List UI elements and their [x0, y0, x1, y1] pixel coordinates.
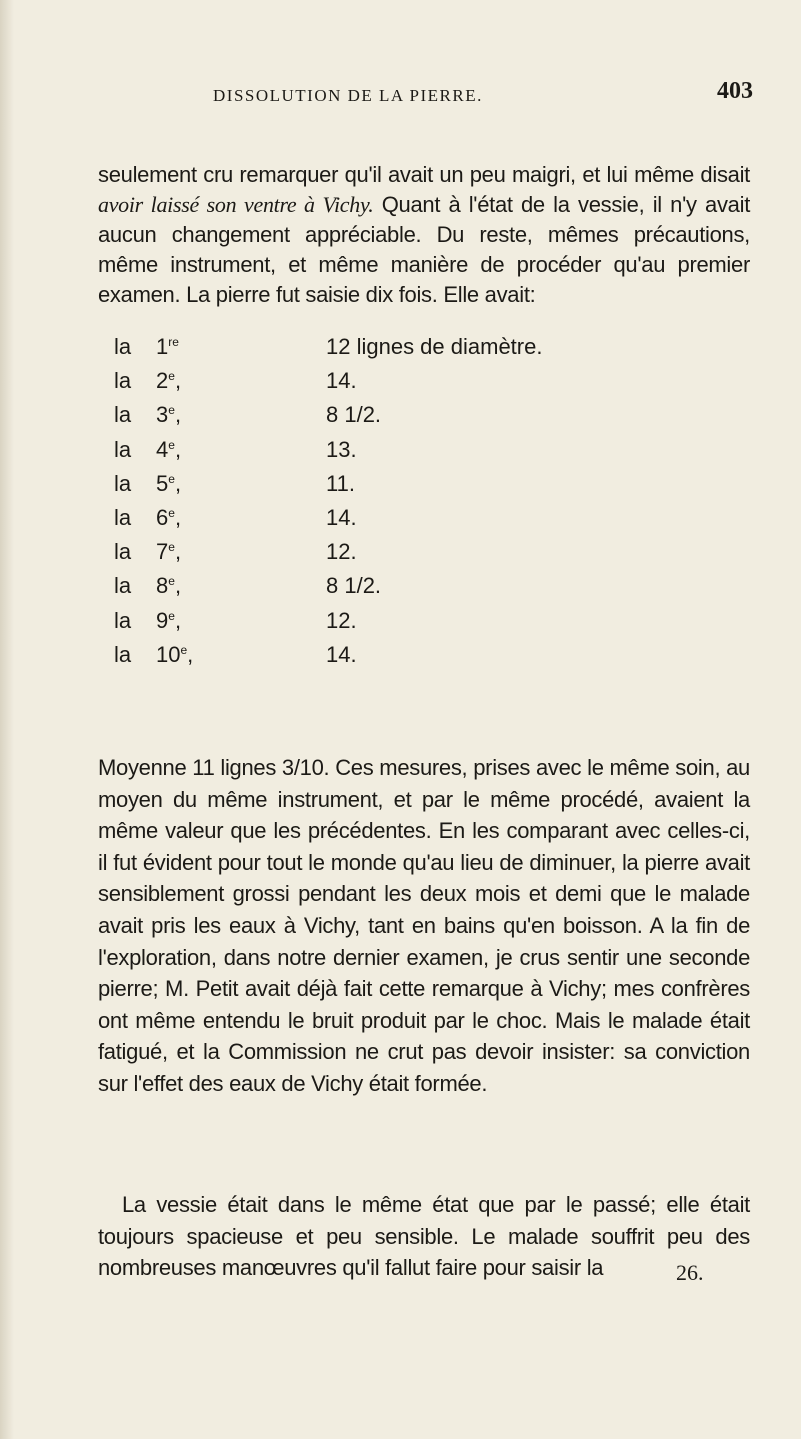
measurement-value: 12.: [326, 607, 357, 633]
measurement-ordinal: [156, 437, 181, 463]
ordinal-comma: ,: [174, 436, 182, 462]
ordinal-number: 3: [156, 402, 169, 428]
ordinal-suffix: e: [180, 642, 188, 657]
measurement-article: la: [114, 641, 132, 667]
measurement-article: la: [114, 334, 132, 359]
ordinal-number: 1: [156, 334, 169, 359]
ordinal-suffix: e: [168, 403, 175, 418]
ordinal-suffix: e: [168, 471, 175, 486]
measurement-ordinal: [156, 573, 181, 599]
ordinal-suffix: e: [168, 540, 175, 555]
measurement-ordinal: [156, 334, 179, 360]
paragraph-intro: [98, 160, 750, 310]
measurement-value: 8 1/2.: [326, 573, 382, 599]
measurement-row: [114, 573, 754, 607]
measurement-ordinal: [156, 368, 181, 394]
measurement-value: 14.: [326, 641, 357, 667]
measurement-value: 12 lignes de diamètre.: [326, 334, 543, 359]
measurement-table: [114, 334, 754, 676]
running-head: [0, 78, 801, 116]
measurement-ordinal: [156, 642, 193, 668]
measurement-article: la: [114, 436, 132, 462]
ordinal-comma: ,: [174, 470, 182, 496]
ordinal-suffix: re: [168, 335, 179, 349]
measurement-row: [114, 642, 754, 676]
ordinal-suffix: e: [168, 505, 175, 520]
measurement-ordinal: [156, 608, 181, 634]
paragraph-vessie: La vessie était dans le même état que par le passé; elle était toujours spacieuse et peu sensible. Le malade souffrit peu des nombreuses manœuvres qu'il fallut faire pour saisir la: [98, 1192, 750, 1281]
measurement-value: 13.: [326, 436, 357, 462]
ordinal-comma: ,: [174, 402, 182, 428]
measurement-row: [114, 402, 754, 436]
measurement-article: la: [114, 504, 132, 530]
ordinal-number: 9: [156, 607, 169, 633]
ordinal-comma: ,: [174, 573, 182, 599]
measurement-article: la: [114, 402, 132, 428]
ordinal-comma: ,: [187, 641, 194, 667]
measurement-row: [114, 471, 754, 505]
measurement-value: 12.: [326, 539, 357, 565]
measurement-value: 11.: [326, 470, 355, 496]
ordinal-suffix: e: [168, 574, 175, 589]
paragraph-moyenne: Moyenne 11 lignes 3/10. Ces mesures, prises avec le même soin, au moyen du même instrument, et par le même procédé, avaient la même valeur que les précédentes. En les comparant avec celles-ci, il fut évident pour tout le monde qu'au lieu de diminuer, la pierre avait sensiblement grossi pendant les deux mois et demi que le malade avait pris les eaux à Vichy, tant en bains qu'en boisson. A la fin de l'exploration, dans notre dernier examen, je crus sentir une seconde pierre; M. Petit avait déjà fait cette remarque à Vichy; mes confrères ont même entendu le bruit produit par le choc. Mais le malade était fatigué, et la Commission ne crut pas devoir insister: sa conviction sur l'effet des eaux de Vichy était formée.: [98, 755, 750, 1096]
ordinal-number: 4: [156, 436, 169, 462]
measurement-ordinal: [156, 539, 181, 565]
page-number: 403: [717, 78, 753, 104]
page-gutter-shadow: [0, 0, 14, 1439]
measurement-article: la: [114, 368, 132, 394]
measurement-row: [114, 368, 754, 402]
measurement-ordinal: [156, 471, 181, 497]
ordinal-number: 10: [156, 641, 181, 667]
measurement-value: 14.: [326, 504, 357, 530]
ordinal-number: 5: [156, 470, 169, 496]
measurement-row: [114, 608, 754, 642]
measurement-row: [114, 334, 754, 368]
measurement-row: [114, 437, 754, 471]
measurement-value: 8 1/2.: [326, 402, 382, 428]
measurement-article: la: [114, 539, 132, 565]
paragraph-intro-italic: avoir laissé son ventre à Vichy.: [98, 192, 374, 217]
ordinal-number: 8: [156, 573, 169, 599]
measurement-value: 14.: [326, 368, 357, 394]
ordinal-suffix: e: [168, 608, 175, 623]
running-title: DISSOLUTION DE LA PIERRE.: [213, 86, 483, 105]
ordinal-number: 2: [156, 368, 169, 394]
measurement-article: la: [114, 607, 132, 633]
ordinal-number: 7: [156, 539, 169, 565]
ordinal-number: 6: [156, 504, 169, 530]
ordinal-comma: ,: [174, 368, 182, 394]
measurement-row: [114, 505, 754, 539]
paragraph-intro-part1: seulement cru remarquer qu'il avait un peu maigri, et lui même disait: [98, 162, 750, 187]
ordinal-comma: ,: [174, 607, 182, 633]
measurement-article: la: [114, 470, 132, 496]
ordinal-suffix: e: [168, 437, 175, 452]
ordinal-comma: ,: [174, 539, 182, 565]
signature-mark: 26.: [676, 1260, 704, 1285]
measurement-ordinal: [156, 402, 181, 428]
paragraph-intro-part2: Quant à l'état de la vessie, il n'y avait aucun changement appréciable. Du reste, mêmes précautions, même instrument, et même manière de procéder qu'au premier examen. La pierre fut saisie dix fois. Elle avait:: [98, 192, 751, 307]
ordinal-comma: ,: [174, 504, 182, 530]
measurement-row: [114, 539, 754, 573]
measurement-article: la: [114, 573, 132, 599]
measurement-ordinal: [156, 505, 181, 531]
ordinal-suffix: e: [168, 369, 175, 384]
